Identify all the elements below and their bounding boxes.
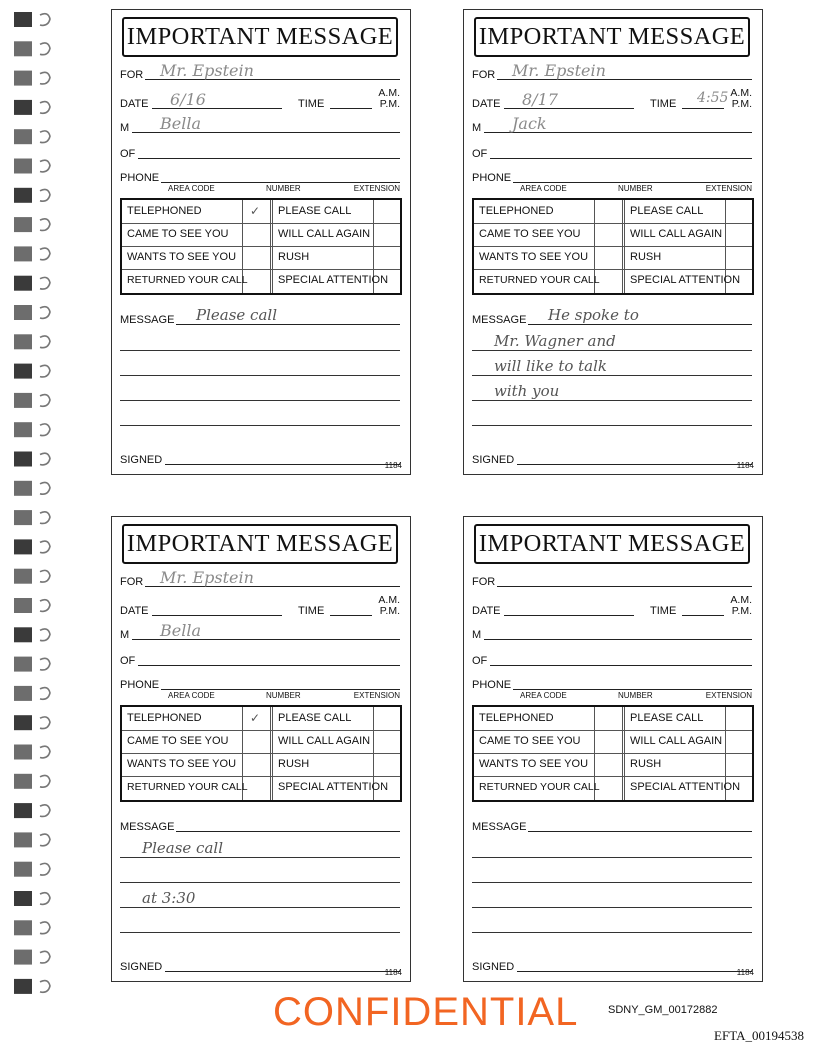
date-label: DATE: [120, 605, 149, 617]
m-row: [472, 114, 752, 134]
area-code-label: AREA CODE: [520, 691, 567, 700]
binding-tab: [14, 715, 32, 730]
binding-ring: [40, 600, 50, 612]
telephoned-check: ✓: [250, 204, 261, 218]
message-line: [120, 882, 400, 883]
rush-label: RUSH: [630, 251, 662, 263]
message-line-2: Please call: [142, 839, 223, 857]
please-call-label: PLEASE CALL: [630, 712, 704, 724]
phone-row: [120, 675, 400, 700]
for-value: Mr. Epstein: [160, 61, 254, 80]
binding-tab: [14, 71, 32, 86]
binding-ring: [40, 922, 50, 934]
special-attention-label: SPECIAL ATTENTION: [278, 274, 389, 286]
wants-to-see-you-label: WANTS TO SEE YOU: [127, 251, 237, 263]
message-line: [472, 882, 752, 883]
binding-tab: [14, 920, 32, 935]
binding-tab: [14, 627, 32, 642]
signed-label: SIGNED: [472, 454, 515, 466]
status-grid: [472, 198, 754, 295]
message-line: [472, 932, 752, 933]
came-to-see-you-label: CAME TO SEE YOU: [479, 228, 581, 240]
am-pm: [730, 88, 752, 110]
returned-your-call-label: RETURNED YOUR CALL: [479, 274, 600, 286]
message-line-2: Mr. Wagner and: [494, 332, 616, 350]
binding-ring: [40, 688, 50, 700]
message-slip-4: [463, 516, 763, 982]
phone-label: PHONE: [472, 679, 512, 691]
returned-your-call-label: RETURNED YOUR CALL: [479, 781, 600, 793]
number-label: NUMBER: [618, 184, 653, 193]
message-line: [472, 425, 752, 426]
of-row: [120, 144, 400, 160]
date-value: 8/17: [522, 90, 558, 109]
signed-label: SIGNED: [120, 454, 163, 466]
binding-ring: [40, 131, 50, 143]
binding-ring: [40, 482, 50, 494]
number-label: NUMBER: [266, 184, 301, 193]
binding-tab: [14, 774, 32, 789]
rush-label: RUSH: [278, 758, 310, 770]
binding-ring: [40, 746, 50, 758]
binding-ring: [40, 336, 50, 348]
binding-tab: [14, 745, 32, 760]
spiral-binding: [0, 0, 80, 1010]
m-label: M: [472, 629, 482, 641]
binding-ring: [40, 629, 50, 641]
date-label: DATE: [472, 98, 501, 110]
binding-ring: [40, 277, 50, 289]
message-line: [472, 350, 752, 351]
am-pm: [378, 595, 400, 617]
time-label: TIME: [650, 98, 677, 110]
m-value: Bella: [160, 621, 201, 640]
binding-ring: [40, 775, 50, 787]
binding-tab: [14, 334, 32, 349]
binding-ring: [40, 160, 50, 172]
signed-row: [472, 450, 752, 466]
for-label: FOR: [120, 576, 144, 588]
please-call-label: PLEASE CALL: [278, 712, 352, 724]
am-label: A.M.: [730, 87, 752, 99]
m-row: [472, 625, 752, 641]
for-label: FOR: [472, 69, 496, 81]
of-label: OF: [120, 148, 136, 160]
date-time-row: [120, 595, 400, 617]
time-label: TIME: [298, 605, 325, 617]
binding-tab: [14, 657, 32, 672]
message-line: [472, 400, 752, 401]
binding-ring: [40, 72, 50, 84]
m-row: [120, 621, 400, 641]
slip-title: IMPORTANT MESSAGE: [474, 524, 750, 564]
message-line-3: will like to talk: [494, 357, 608, 375]
m-value: Jack: [512, 114, 547, 133]
binding-ring: [40, 981, 50, 993]
status-grid: [120, 198, 402, 295]
message-line: [120, 400, 400, 401]
binding-ring: [40, 541, 50, 553]
date-label: DATE: [120, 98, 149, 110]
binding-ring: [40, 834, 50, 846]
binding-tab: [14, 129, 32, 144]
wants-to-see-you-label: WANTS TO SEE YOU: [479, 758, 589, 770]
phone-row: [472, 675, 752, 700]
special-attention-label: SPECIAL ATTENTION: [278, 781, 389, 793]
binding-tab: [14, 862, 32, 877]
binding-ring: [40, 219, 50, 231]
m-label: M: [120, 629, 130, 641]
message-line: [120, 857, 400, 858]
came-to-see-you-label: CAME TO SEE YOU: [127, 228, 229, 240]
binding-tab: [14, 422, 32, 437]
came-to-see-you-label: CAME TO SEE YOU: [479, 735, 581, 747]
message-line: [472, 857, 752, 858]
binding-tab: [14, 510, 32, 525]
telephoned-label: TELEPHONED: [127, 712, 202, 724]
binding-ring: [40, 248, 50, 260]
form-number: 1184: [736, 461, 754, 470]
message-line: [472, 375, 752, 376]
extension-label: EXTENSION: [353, 691, 400, 700]
will-call-again-label: WILL CALL AGAIN: [630, 228, 723, 240]
slip-title: IMPORTANT MESSAGE: [122, 17, 398, 57]
binding-tab: [14, 832, 32, 847]
please-call-label: PLEASE CALL: [630, 205, 704, 217]
m-value: Bella: [160, 114, 201, 133]
binding-tab: [14, 686, 32, 701]
am-label: A.M.: [378, 594, 400, 606]
am-pm: [730, 595, 752, 617]
confidential-stamp: CONFIDENTIAL: [273, 990, 579, 1034]
bates-number: SDNY_GM_00172882: [608, 1004, 718, 1016]
message-line-4: at 3:30: [142, 889, 196, 907]
binding-tab: [14, 393, 32, 408]
m-row: [120, 114, 400, 134]
rush-label: RUSH: [278, 251, 310, 263]
binding-tab: [14, 364, 32, 379]
message-line-1: Please call: [196, 306, 277, 324]
pm-label: P.M.: [379, 605, 400, 617]
message-row: [472, 306, 752, 326]
number-label: NUMBER: [266, 691, 301, 700]
message-line-1: He spoke to: [548, 306, 639, 324]
binding-tab: [14, 452, 32, 467]
binding-ring: [40, 863, 50, 875]
message-line: [472, 907, 752, 908]
binding-ring: [40, 453, 50, 465]
message-slip-2: [463, 9, 763, 475]
am-label: A.M.: [730, 594, 752, 606]
phone-label: PHONE: [120, 172, 160, 184]
efta-number: EFTA_00194538: [714, 1028, 804, 1043]
am-pm: [378, 88, 400, 110]
binding-tab: [14, 979, 32, 994]
wants-to-see-you-label: WANTS TO SEE YOU: [127, 758, 237, 770]
message-line: [120, 375, 400, 376]
binding-tab: [14, 305, 32, 320]
pm-label: P.M.: [731, 605, 752, 617]
binding-tab: [14, 41, 32, 56]
binding-tab: [14, 950, 32, 965]
signed-label: SIGNED: [120, 961, 163, 973]
signed-row: [472, 957, 752, 973]
date-time-row: [120, 88, 400, 110]
am-label: A.M.: [378, 87, 400, 99]
slip-title: IMPORTANT MESSAGE: [122, 524, 398, 564]
m-label: M: [472, 122, 482, 134]
time-label: TIME: [298, 98, 325, 110]
telephoned-label: TELEPHONED: [479, 205, 554, 217]
date-value: 6/16: [170, 90, 206, 109]
will-call-again-label: WILL CALL AGAIN: [278, 735, 371, 747]
binding-ring: [40, 189, 50, 201]
binding-ring: [40, 951, 50, 963]
area-code-label: AREA CODE: [168, 691, 215, 700]
wants-to-see-you-label: WANTS TO SEE YOU: [479, 251, 589, 263]
time-label: TIME: [650, 605, 677, 617]
returned-your-call-label: RETURNED YOUR CALL: [127, 781, 248, 793]
date-time-row: [472, 595, 752, 617]
date-label: DATE: [472, 605, 501, 617]
binding-ring: [40, 102, 50, 114]
status-grid: [472, 705, 754, 802]
please-call-label: PLEASE CALL: [278, 205, 352, 217]
special-attention-label: SPECIAL ATTENTION: [630, 274, 741, 286]
binding-ring: [40, 893, 50, 905]
message-row: [472, 817, 752, 833]
form-number: 1184: [736, 968, 754, 977]
binding-tab: [14, 188, 32, 203]
pm-label: P.M.: [379, 98, 400, 110]
message-line-4: with you: [494, 382, 560, 400]
binding-ring: [40, 365, 50, 377]
for-row: [120, 568, 400, 588]
binding-tab: [14, 217, 32, 232]
of-label: OF: [472, 655, 488, 667]
phone-label: PHONE: [120, 679, 160, 691]
binding-ring: [40, 805, 50, 817]
for-row: [472, 572, 752, 588]
number-label: NUMBER: [618, 691, 653, 700]
message-slip-1: [111, 9, 411, 475]
binding-tab: [14, 276, 32, 291]
will-call-again-label: WILL CALL AGAIN: [630, 735, 723, 747]
binding-tab: [14, 539, 32, 554]
binding-tab: [14, 569, 32, 584]
phone-row: [120, 168, 400, 193]
signed-label: SIGNED: [472, 961, 515, 973]
special-attention-label: SPECIAL ATTENTION: [630, 781, 741, 793]
binding-ring: [40, 570, 50, 582]
pm-label: P.M.: [731, 98, 752, 110]
for-row: [120, 61, 400, 81]
message-line: [120, 907, 400, 908]
binding-tab: [14, 100, 32, 115]
for-value: Mr. Epstein: [512, 61, 606, 80]
came-to-see-you-label: CAME TO SEE YOU: [127, 735, 229, 747]
binding-ring: [40, 512, 50, 524]
binding-tab: [14, 891, 32, 906]
time-value: 4:55: [697, 90, 729, 106]
telephoned-check: ✓: [250, 711, 261, 725]
message-label: MESSAGE: [472, 821, 527, 833]
message-row: [120, 817, 400, 833]
phone-row: [472, 168, 752, 193]
of-label: OF: [120, 655, 136, 667]
message-label: MESSAGE: [120, 821, 175, 833]
rush-label: RUSH: [630, 758, 662, 770]
area-code-label: AREA CODE: [168, 184, 215, 193]
status-grid: [120, 705, 402, 802]
of-label: OF: [472, 148, 488, 160]
form-number: 1184: [384, 968, 402, 977]
of-row: [472, 651, 752, 667]
will-call-again-label: WILL CALL AGAIN: [278, 228, 371, 240]
slip-title: IMPORTANT MESSAGE: [474, 17, 750, 57]
area-code-label: AREA CODE: [520, 184, 567, 193]
binding-ring: [40, 307, 50, 319]
for-label: FOR: [472, 576, 496, 588]
message-row: [120, 306, 400, 326]
binding-ring: [40, 658, 50, 670]
message-label: MESSAGE: [472, 314, 527, 326]
phone-label: PHONE: [472, 172, 512, 184]
binding-tab: [14, 12, 32, 27]
for-value: Mr. Epstein: [160, 568, 254, 587]
binding-tab: [14, 803, 32, 818]
telephoned-label: TELEPHONED: [127, 205, 202, 217]
of-row: [472, 144, 752, 160]
binding-ring: [40, 717, 50, 729]
date-time-row: [472, 88, 752, 110]
binding-ring: [40, 424, 50, 436]
for-label: FOR: [120, 69, 144, 81]
signed-row: [120, 957, 400, 973]
form-number: 1184: [384, 461, 402, 470]
binding-ring: [40, 43, 50, 55]
extension-label: EXTENSION: [705, 691, 752, 700]
message-line: [120, 425, 400, 426]
returned-your-call-label: RETURNED YOUR CALL: [127, 274, 248, 286]
signed-row: [120, 450, 400, 466]
binding-ring: [40, 14, 50, 26]
m-label: M: [120, 122, 130, 134]
telephoned-label: TELEPHONED: [479, 712, 554, 724]
for-row: [472, 61, 752, 81]
binding-ring: [40, 395, 50, 407]
message-line: [120, 932, 400, 933]
extension-label: EXTENSION: [353, 184, 400, 193]
binding-tab: [14, 159, 32, 174]
extension-label: EXTENSION: [705, 184, 752, 193]
binding-tab: [14, 481, 32, 496]
message-slip-3: [111, 516, 411, 982]
message-label: MESSAGE: [120, 314, 175, 326]
binding-tab: [14, 246, 32, 261]
binding-tab: [14, 598, 32, 613]
message-line: [120, 350, 400, 351]
of-row: [120, 651, 400, 667]
